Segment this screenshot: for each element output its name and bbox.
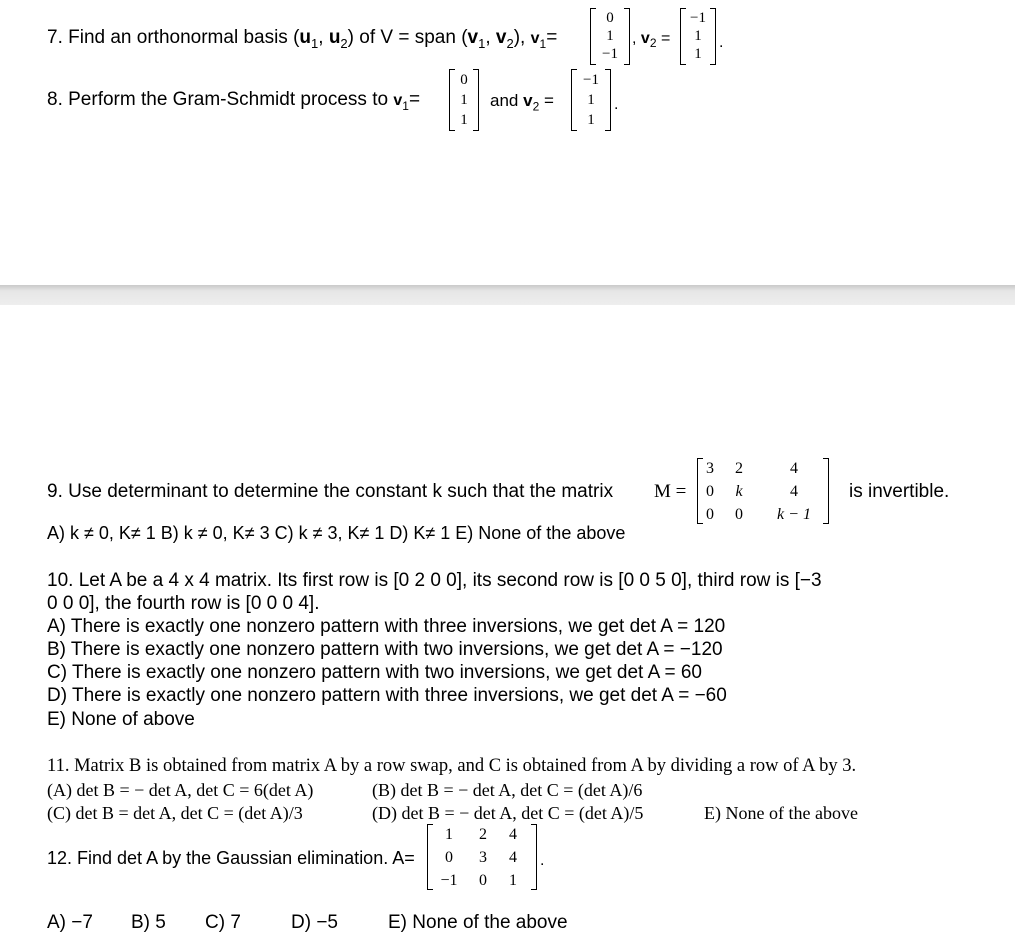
q12-option-a: A) −7	[47, 912, 93, 933]
q12-option-e: E) None of the above	[388, 912, 568, 933]
q7-text: 7. Find an orthonormal basis ($u_1$, $u_2$) of V = span ($v_1$, $v_2$), $v_1=$	[47, 27, 558, 51]
q9-options: A) k ≠ 0, K≠ 1 B) k ≠ 0, K≠ 3 C) k ≠ 3, K≠ 1 D) K≠ 1 E) None of the above	[47, 523, 626, 543]
q8-v2-label: and $v_2$ =	[490, 91, 554, 114]
q11-option-b: (B) det B = − det A, det C = (det A)/6	[372, 780, 643, 800]
q11-option-c: (C) det B = det A, det C = (det A)/3	[47, 803, 303, 823]
q9-matrix: 3 2 4 0 k 4 0 0 k − 1	[697, 458, 829, 524]
q11-option-d: (D) det B = − det A, det C = (det A)/5	[372, 803, 644, 823]
q10-option-e: E) None of above	[47, 709, 195, 730]
q8-v1-vector: 0 1 1	[449, 69, 479, 131]
q9-m-label: M =	[654, 481, 687, 502]
q12-matrix: 1 2 4 0 3 4 −1 0 1	[427, 824, 537, 890]
q12-period: .	[540, 852, 545, 869]
q10-option-a: A) There is exactly one nonzero pattern with three inversions, we get det A = 120	[47, 616, 726, 637]
q12-text: 12. Find det A by the Gaussian elimination. A=	[47, 848, 415, 868]
q8-text: 8. Perform the Gram-Schmidt process to $v_1=$	[47, 89, 421, 113]
q8-v2-vector: −1 1 1	[571, 69, 611, 131]
q12-option-d: D) −5	[291, 912, 338, 933]
q12-option-c: C) 7	[205, 912, 241, 933]
page-divider	[0, 285, 1015, 305]
q9-text: 9. Use determinant to determine the constant k such that the matrix	[47, 481, 614, 502]
q11-option-a: (A) det B = − det A, det C = 6(det A)	[47, 780, 314, 800]
q10-option-c: C) There is exactly one nonzero pattern with two inversions, we get det A = 60	[47, 662, 702, 683]
q10-option-d: D) There is exactly one nonzero pattern with three inversions, we get det A = −60	[47, 685, 727, 706]
q7-v2-label: , $v_2$ =	[632, 30, 671, 51]
q10-line2: 0 0 0], the fourth row is [0 0 0 4].	[47, 593, 320, 614]
q12-option-b: B) 5	[131, 912, 166, 933]
q11-option-e: E) None of the above	[704, 803, 858, 823]
q10-line1: 10. Let A be a 4 x 4 matrix. Its first row is [0 2 0 0], its second row is [0 0 5 0], third row is [−3	[47, 570, 822, 591]
q7-v1-vector: 0 1 −1	[590, 8, 630, 65]
q11-text: 11. Matrix B is obtained from matrix A by a row swap, and C is obtained from A by dividing a row of A by 3.	[47, 756, 857, 776]
q8-period: .	[614, 96, 619, 113]
q9-suffix: is invertible.	[849, 481, 950, 502]
q10-option-b: B) There is exactly one nonzero pattern with two inversions, we get det A = −120	[47, 639, 723, 660]
q7-period: .	[719, 34, 724, 51]
q7-v2-vector: −1 1 1	[680, 8, 716, 65]
